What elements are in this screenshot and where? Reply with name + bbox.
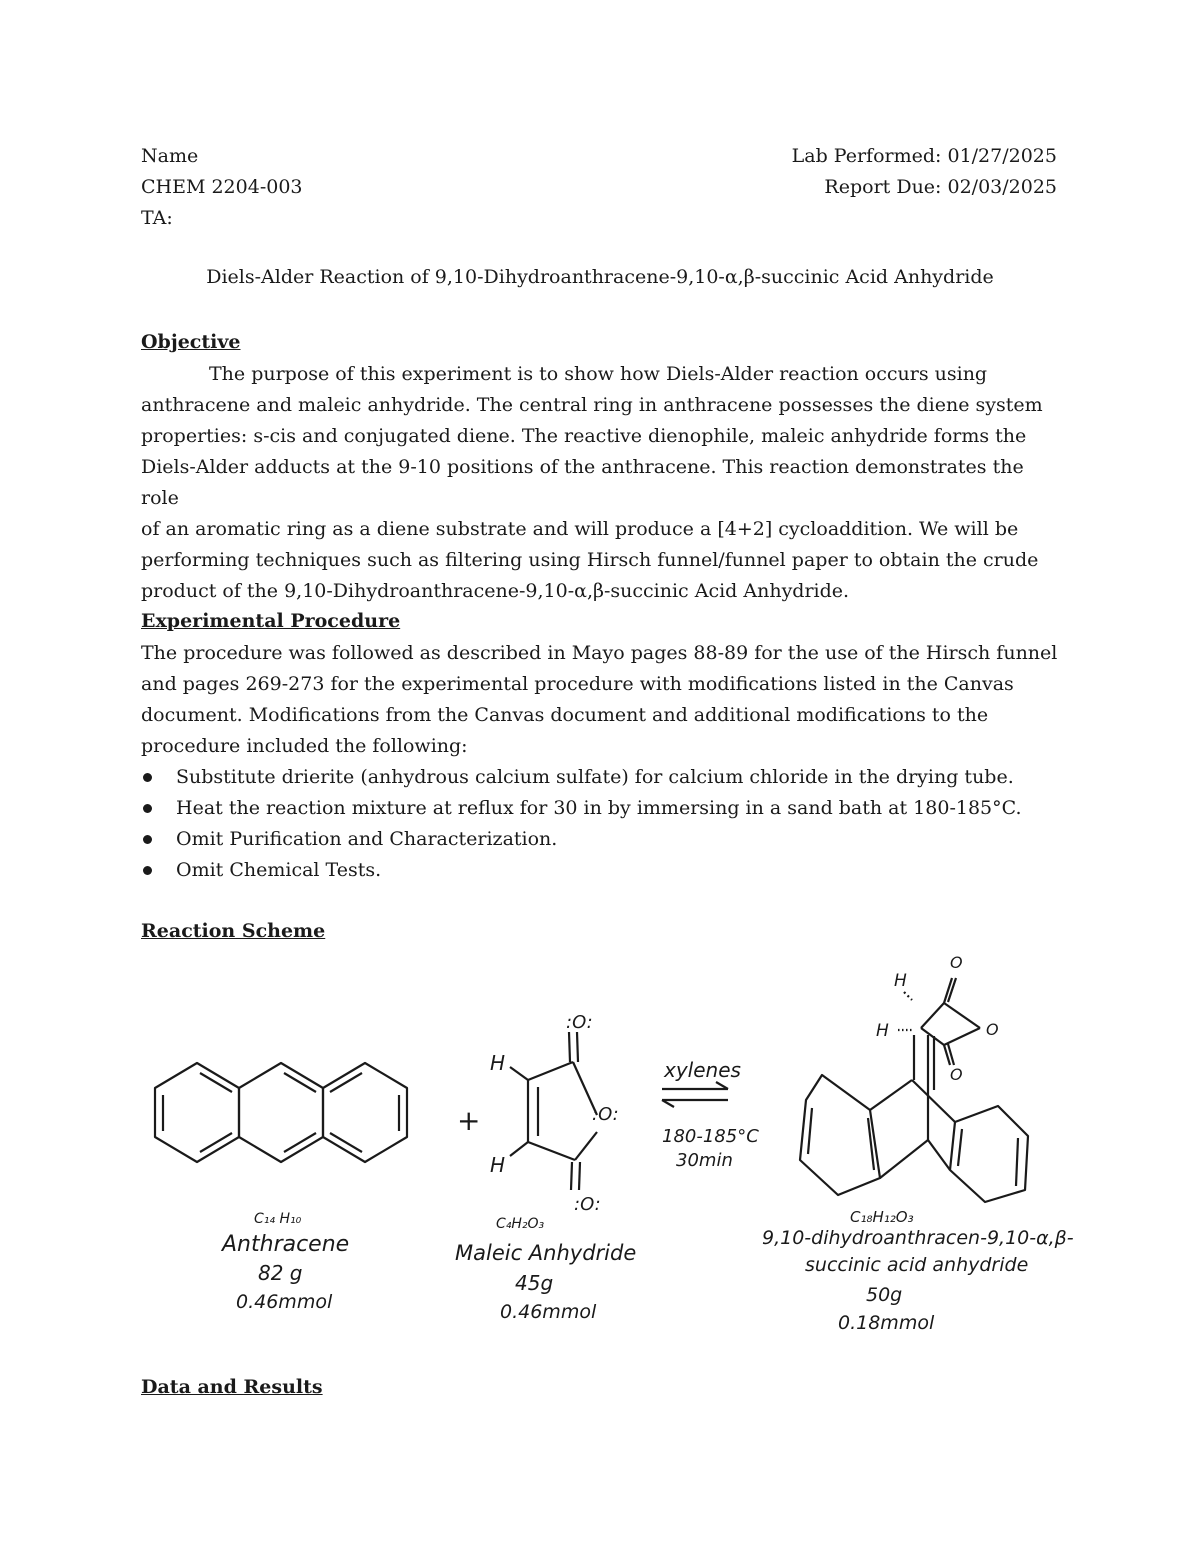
modification-item: Heat the reaction mixture at reflux for 30 in by immersing in a sand bath at 180-185°C.: [141, 793, 1022, 824]
objective-line: product of the 9,10-Dihydroanthracene-9,10-α,β-succinic Acid Anhydride.: [141, 580, 850, 602]
anthracene-structure: [155, 1063, 407, 1162]
anthracene-mass: 82 g: [258, 1261, 303, 1285]
objective-paragraph: [141, 359, 1061, 607]
procedure-line: and pages 269-273 for the experimental procedure with modifications listed in the Canvas: [141, 673, 1014, 695]
product-h-left: H: [876, 1021, 889, 1041]
product-structure: [800, 978, 1028, 1202]
procedure-paragraph: [141, 638, 1061, 762]
maleic-h-top: H: [490, 1051, 506, 1075]
objective-line: performing techniques such as filtering using Hirsch funnel/funnel paper to obtain the crude: [141, 549, 1039, 571]
maleic-name: Maleic Anhydride: [455, 1241, 637, 1265]
product-name-line1: 9,10-dihydroanthracen-9,10-α,β-: [762, 1227, 1074, 1249]
maleic-mass: 45g: [515, 1271, 554, 1295]
report-title: Diels-Alder Reaction of 9,10-Dihydroanthracene-9,10-α,β-succinic Acid Anhydride: [206, 266, 994, 288]
product-h-top: H: [894, 971, 907, 991]
maleic-o-top: :O:: [566, 1012, 593, 1033]
objective-line: of an aromatic ring as a diene substrate and will produce a [4+2] cycloaddition. We will be: [141, 518, 1019, 540]
anthracene-amount: 0.46mmol: [236, 1291, 333, 1313]
reaction-scheme-heading: Reaction Scheme: [141, 920, 326, 942]
equilibrium-arrow: [662, 1082, 728, 1107]
procedure-line: document. Modifications from the Canvas document and additional modifications to the: [141, 704, 989, 726]
objective-line: properties: s-cis and conjugated diene. The reactive dienophile, maleic anhydride forms the: [141, 425, 1027, 447]
plus-sign: +: [457, 1104, 481, 1137]
maleic-o-ring: :O:: [592, 1104, 619, 1125]
product-mass: 50g: [866, 1284, 903, 1306]
reaction-scheme-drawing: [0, 940, 1200, 1400]
name-label: Name: [141, 145, 199, 167]
course-code: CHEM 2204-003: [141, 176, 303, 198]
objective-line: anthracene and maleic anhydride. The central ring in anthracene possesses the diene system: [141, 394, 1043, 416]
objective-heading: Objective: [141, 331, 241, 353]
procedure-line: The procedure was followed as described in Mayo pages 88-89 for the use of the Hirsch funnel: [141, 642, 1058, 664]
lab-performed-date: Lab Performed: 01/27/2025: [791, 145, 1057, 167]
objective-line: Diels-Alder adducts at the 9-10 positions of the anthracene. This reaction demonstrates the role: [141, 456, 1024, 509]
maleic-amount: 0.46mmol: [500, 1301, 597, 1323]
maleic-o-bottom: :O:: [574, 1194, 601, 1215]
time-label: 30min: [676, 1150, 733, 1171]
product-o-bottom: O: [950, 1065, 963, 1084]
modification-item: Omit Purification and Characterization.: [141, 824, 1022, 855]
anthracene-formula: C₁₄ H₁₀: [254, 1211, 302, 1227]
modification-item: Substitute drierite (anhydrous calcium sulfate) for calcium chloride in the drying tube.: [141, 762, 1022, 793]
objective-line: The purpose of this experiment is to show how Diels-Alder reaction occurs using: [209, 363, 988, 385]
product-amount: 0.18mmol: [838, 1312, 935, 1334]
maleic-formula: C₄H₂O₃: [496, 1216, 545, 1232]
procedure-line: procedure included the following:: [141, 735, 468, 757]
modification-list: [141, 762, 1022, 886]
product-o-ring: O: [986, 1020, 999, 1039]
maleic-h-bottom: H: [490, 1153, 506, 1177]
anthracene-name: Anthracene: [222, 1232, 350, 1257]
product-name-line2: succinic acid anhydride: [805, 1254, 1029, 1276]
report-due-date: Report Due: 02/03/2025: [824, 176, 1057, 198]
modification-item: Omit Chemical Tests.: [141, 855, 1022, 886]
solvent-label: xylenes: [664, 1058, 741, 1082]
temperature-label: 180-185°C: [662, 1126, 759, 1147]
product-formula: C₁₈H₁₂O₃: [850, 1208, 914, 1226]
maleic-anhydride-structure: [510, 1032, 597, 1190]
product-o-top: O: [950, 953, 963, 972]
data-results-heading: Data and Results: [141, 1376, 323, 1398]
ta-label: TA:: [141, 207, 173, 229]
procedure-heading: Experimental Procedure: [141, 610, 401, 632]
